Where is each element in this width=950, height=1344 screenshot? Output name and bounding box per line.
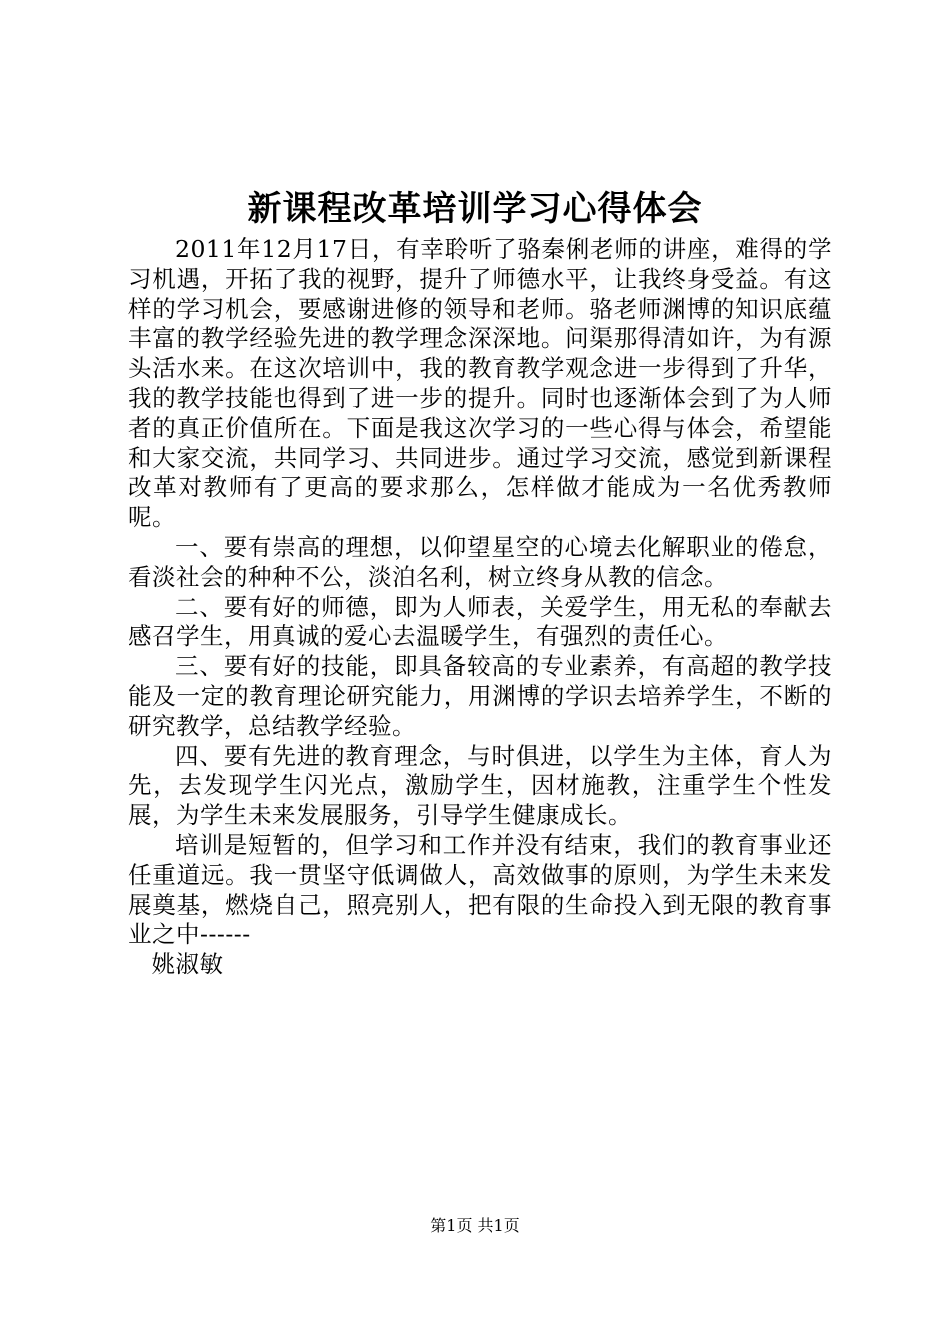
- author-signature: 姚淑敏: [151, 950, 224, 979]
- document-title: 新课程改革培训学习心得体会: [247, 189, 703, 229]
- paragraph-point-1: 一、要有崇高的理想，以仰望星空的心境去化解职业的倦怠，看淡社会的种种不公，淡泊名利，树立终身从教的信念。: [128, 532, 832, 591]
- paragraph-conclusion: 培训是短暂的，但学习和工作并没有结束，我们的教育事业还任重道远。我一贯坚守低调做人，高效做事的原则，为学生未来发展奠基，燃烧自己，照亮别人，把有限的生命投入到无限的教育事业之中------: [128, 830, 832, 949]
- paragraph-point-4: 四、要有先进的教育理念，与时俱进，以学生为主体，育人为先，去发现学生闪光点，激励学生，因材施教，注重学生个性发展，为学生未来发展服务，引导学生健康成长。: [128, 741, 832, 830]
- document-body: [128, 235, 832, 980]
- paragraph-point-2: 二、要有好的师德，即为人师表，关爱学生，用无私的奉献去感召学生，用真诚的爱心去温暖学生，有强烈的责任心。: [128, 592, 832, 651]
- paragraph-point-3: 三、要有好的技能，即具备较高的专业素养，有高超的教学技能及一定的教育理论研究能力，用渊博的学识去培养学生，不断的研究教学，总结教学经验。: [128, 652, 832, 740]
- paragraph-intro: 2011年12月17日，有幸聆听了骆秦俐老师的讲座，难得的学习机遇，开拓了我的视野，提升了师德水平，让我终身受益。有这样的学习机会，要感谢进修的领导和老师。骆老师渊博的知识底蕴丰富的教学经验先进的教学理念深深地。问渠那得清如许，为有源头活水来。在这次培训中，我的教育教学观念进一步得到了升华，我的教学技能也得到了进一步的提升。同时也逐渐体会到了为人师者的真正价值所在。下面是我这次学习的一些心得与体会，希望能和大家交流，共同学习、共同进步。通过学习交流，感觉到新课程改革对教师有了更高的要求那么，怎样做才能成为一名优秀教师呢。: [128, 235, 832, 532]
- page-footer: 第1页 共1页: [430, 1216, 520, 1235]
